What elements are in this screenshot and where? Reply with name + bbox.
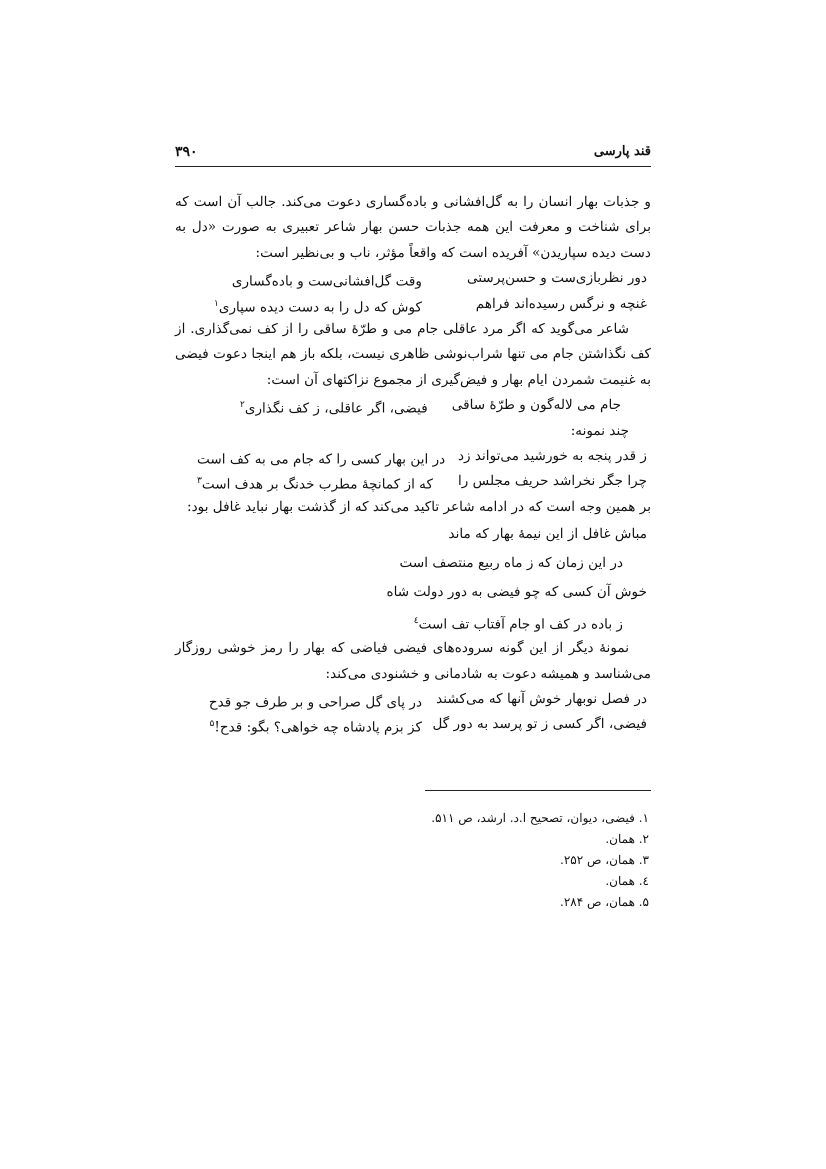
paragraph-2: شاعر می‌گوید که اگر مرد عاقلی جام می و طرّهٔ ساقی را از کف نمی‌گذاری. از کف نگذاشتن جام می تنها شراب‌نوشی ظاهری نیست، بلکه باز هم اینجا دعوت فیضی به غنیمت شمردن ایام بهار و فیض‌گیری از مجموع نزاکتهای آن است:: [175, 321, 651, 388]
hemistich: کز بزم پادشاه چه خواهی؟ بگو: قدح!$^۵$: [209, 719, 422, 736]
hemistich: وقت گل‌افشانی‌ست و باده‌گساری: [231, 273, 422, 290]
footnote: ۳. همان، ص ۲۵۲.: [560, 853, 649, 867]
hemistich: چرا جگر نخراشد حریف مجلس را: [457, 473, 647, 490]
footnote: ۲. همان.: [605, 832, 649, 846]
page-number: ۳۹۰: [175, 144, 198, 160]
hemistich: در فصل نوبهار خوش آنها که می‌کشند: [436, 691, 647, 707]
verse-line: ز باده در کف او جام آفتاب تف است$^٤$: [413, 616, 623, 633]
footnote-separator: [425, 790, 651, 791]
couplet-7: [175, 712, 651, 737]
book-title: قند پارسی: [593, 144, 651, 159]
footnote-ref: ۱: [213, 298, 219, 309]
verse-line: خوش آن کسی که چو فیضی به دور دولت شاه: [386, 584, 647, 601]
running-header: [175, 140, 651, 167]
hemistich: در پای گل صراحی و بر طرف جو قدح: [208, 694, 422, 711]
hemistich: در این بهار کسی را که جام می به کف است: [197, 451, 446, 468]
hemistich: که از کمانچهٔ مطرب خدنگ بر هدف است$^۳$: [197, 476, 433, 493]
hemistich: ز قدر پنجه به خورشید می‌تواند زد: [457, 448, 647, 464]
couplet-1: [175, 266, 651, 291]
verse-line: در این زمان که ز ماه ربیع منتصف است: [399, 555, 623, 572]
examples-caption: چند نمونه:: [570, 422, 629, 439]
verse-line: مباش غافل از این نیمهٔ بهار که ماند: [448, 526, 647, 543]
footnote: ۵. همان، ص ۲۸۴.: [560, 895, 649, 909]
footnote-ref: ۲: [239, 400, 245, 411]
paragraph-3: بر همین وجه است که در ادامه شاعر تاکید می‌کند که از گذشت بهار نباید غافل بود:: [187, 498, 651, 515]
verse-3: [175, 393, 651, 418]
hemistich: جام می لاله‌گون و طرّهٔ ساقی: [451, 397, 621, 414]
hemistich: غنچه و نرگس رسیده‌اند فراهم: [475, 295, 647, 312]
couplet-2: [175, 292, 651, 317]
hemistich: فیضی، اگر کسی ز تو پرسد به دور گل: [432, 716, 647, 733]
couplet-4: [175, 444, 651, 469]
paragraph-1: و جذبات بهار انسان را به گل‌افشانی و باده‌گساری دعوت می‌کند. جالب آن است که برای شناخت و معرفت این همه جذبات حسن بهار شاعر تعبیری به صورت «دل به دست دیده سپاریدن» آفریده است که واقعاً مؤثر، ناب و بی‌نظیر است:: [175, 194, 651, 261]
footnotes: [175, 808, 651, 913]
footnote: ۱. فیضی، دیوان، تصحیح ا.د. ارشد، ص ۵۱۱.: [431, 811, 649, 825]
paragraph-4: نمونهٔ دیگر از این گونه سروده‌های فیضی فیاضی که بهار را رمز خوشی روزگار می‌شناسد و همیشه دعوت به شادمانی و خشنودی می‌کند:: [175, 640, 651, 682]
main-text: [175, 190, 651, 738]
hemistich: دور نظربازی‌ست و حسن‌پرستی: [467, 270, 647, 287]
footnote-ref: ۳: [197, 476, 202, 487]
hemistich: کوش که دل را به دست دیده سپاری$^۱$: [213, 298, 422, 316]
couplet-6: [175, 687, 651, 712]
hemistich: فیضی، اگر عاقلی، ز کف نگذاری$^۲$: [239, 400, 428, 417]
couplet-5: [175, 469, 651, 494]
footnote: ٤. همان.: [605, 874, 649, 888]
footnote-ref: ٤: [413, 616, 419, 627]
footnote-ref: ۵: [209, 719, 215, 730]
